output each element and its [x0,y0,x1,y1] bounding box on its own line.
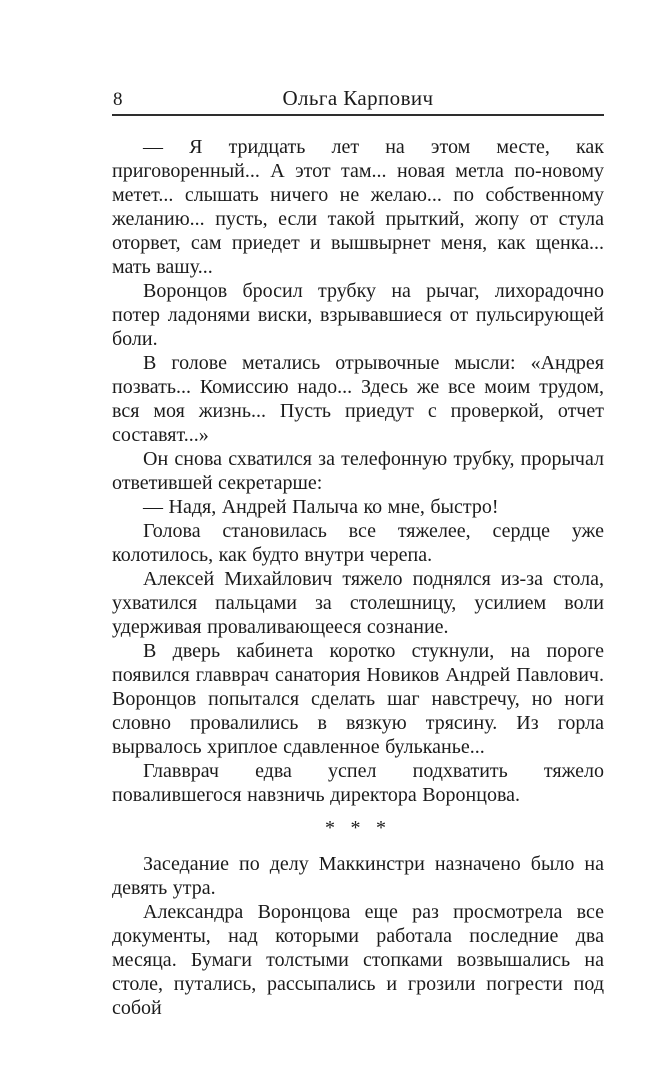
paragraph: Алексей Михайлович тяжело поднялся из-за стола, ухватился пальцами за столешницу, усилием воли удерживая проваливающееся сознание. [112,568,604,638]
page-number: 8 [113,89,123,110]
paragraph: Он снова схватился за телефонную трубку, прорычал ответившей секретарше: [112,448,604,494]
paragraph: В голове метались отрывочные мысли: «Андрея позвать... Комиссию надо... Здесь же все моим трудом, вся моя жизнь... Пусть приедут с проверкой, отчет составят...» [112,352,604,446]
paragraph: Воронцов бросил трубку на рычаг, лихорадочно потер ладонями виски, взрывавшиеся от пульсирующей боли. [112,280,604,350]
paragraph: Александра Воронцова еще раз просмотрела все документы, над которыми работала последние два месяца. Бумаги толстыми стопками возвышались на столе, путались, рассыпались и грозили погрести под собой [112,901,604,1019]
paragraph: — Я тридцать лет на этом месте, как приговоренный... А этот там... новая метла по-новому метет... слышать ничего не желаю... по собственному желанию... пусть, если такой прыткий, жопу от стула оторвет, сам приедет и вышвырнет меня, как щенка... мать вашу... [112,136,604,278]
section-separator: * * * [325,817,391,839]
page-header [112,86,604,116]
page-content [112,0,604,1020]
paragraph: Голова становилась все тяжелее, сердце уже колотилось, как будто внутри черепа. [112,520,604,566]
paragraph: Главврач едва успел подхватить тяжело повалившегося навзничь директора Воронцова. [112,760,604,806]
paragraph: В дверь кабинета коротко стукнули, на пороге появился главврач санатория Новиков Андрей Павлович. Воронцов попытался сделать шаг навстречу, но ноги словно провалились в вязкую трясину. Из горла вырвалось хриплое сдавленное бульканье... [112,640,604,758]
running-title: Ольга Карпович [282,86,434,110]
paragraph: — Надя, Андрей Палыча ко мне, быстро! [143,496,499,518]
body-text [112,135,604,1020]
paragraph: Заседание по делу Маккинстри назначено было на девять утра. [112,853,604,899]
